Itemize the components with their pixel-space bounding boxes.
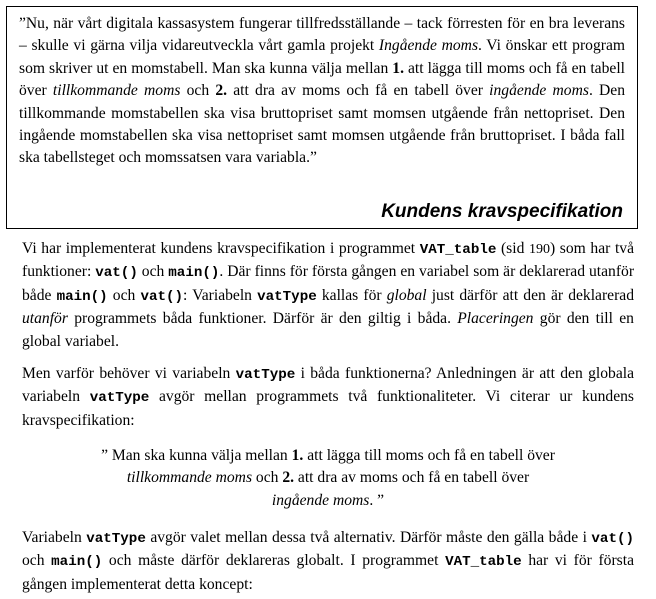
paragraph-3 — [22, 527, 634, 596]
text-run: Vi har implementerat kundens kravspecifikation i programmet — [22, 240, 420, 257]
code-term: vatType — [235, 367, 296, 383]
text-run: avgör valet mellan dessa två alternativ. Därför måste den gälla både i — [145, 529, 592, 546]
code-term: vatType — [89, 390, 150, 407]
code-term: vat() — [591, 531, 634, 547]
text-run: och — [252, 469, 283, 487]
option-number: 2. — [215, 82, 228, 100]
code-term: main() — [168, 265, 220, 282]
text-run: att dra av moms och få en tabell över — [227, 82, 490, 100]
text-run: . ” — [369, 491, 385, 509]
text-run: Men varför behöver vi variabeln — [22, 365, 236, 382]
text-run: kallas för — [316, 286, 387, 304]
text-run: och måste därför deklareras globalt. I programmet — [102, 552, 446, 570]
requirement-box — [6, 6, 638, 229]
code-term: VAT_table — [419, 242, 497, 258]
text-run: ) som har två funktioner: — [22, 240, 635, 281]
quote-block — [100, 445, 556, 512]
code-term: VAT_table — [445, 554, 522, 571]
text-run: och — [107, 286, 141, 304]
text-run: avgör mellan programmets två funktionaliteter. Vi citerar ur kundens kravspecifikation: — [22, 388, 634, 429]
text-run: gör den till en global variabel. — [22, 310, 634, 350]
emphasis: Placeringen — [457, 310, 534, 328]
box-caption: Kundens kravspecifikation — [381, 201, 623, 222]
code-term: vatType — [86, 531, 146, 547]
text-run: ” Man ska kunna välja mellan — [101, 447, 292, 464]
text-run: och — [22, 552, 52, 570]
text-run: programmets båda funktioner. Därför är den giltig i båda. — [67, 310, 458, 328]
code-term: vat() — [140, 288, 184, 305]
option-number: 2. — [282, 469, 295, 487]
text-run: har vi för första gången implementerat detta koncept: — [22, 552, 634, 593]
code-term: main() — [56, 288, 108, 305]
text-run: att lägga till moms och få en tabell över — [19, 59, 625, 100]
emphasis: utanför — [22, 310, 68, 328]
emphasis: tillkommande moms — [126, 469, 253, 487]
text-run: att lägga till moms och få en tabell över — [303, 447, 555, 464]
text-run: . Där finns för första gången en variabel som är deklarerad utanför både — [22, 263, 635, 304]
code-term: vat() — [95, 265, 138, 282]
emphasis: Ingående moms — [378, 37, 479, 55]
code-term: vatType — [257, 288, 317, 305]
code-term: main() — [51, 554, 103, 571]
text-run: Variabeln — [22, 529, 87, 546]
text-run: just därför att den är deklarerad — [426, 286, 634, 304]
emphasis: tillkommande moms — [52, 82, 181, 100]
text-run: att dra av moms och få en tabell över — [294, 469, 530, 487]
emphasis: ingående moms — [489, 82, 589, 100]
text-run: och — [180, 82, 216, 100]
text-run: . Den tillkommande momstabellen ska visa bruttopriset samt momsen utgående från nettopriset. Den ingående momstabellen ska visa nettopriset samt momsen utgående från bruttopriset. I båda fall ska tabellsteget och momssatsen vara variabla.” — [19, 82, 626, 167]
text-run: (sid — [496, 240, 529, 257]
page-number: 190 — [529, 242, 550, 257]
text-run: : Variabeln — [183, 286, 258, 304]
text-run: ”Nu, när vårt digitala kassasystem fungerar tillfredsställande – tack förresten för en bra leverans – skulle vi gärna vilja vidareutveckla vårt gamla projekt — [19, 15, 625, 55]
paragraph-2 — [22, 363, 634, 432]
option-number: 1. — [291, 447, 304, 464]
option-number: 1. — [392, 59, 404, 77]
requirement-text — [19, 13, 625, 170]
emphasis: global — [386, 286, 427, 304]
paragraph-1 — [22, 238, 634, 353]
text-run: och — [137, 263, 169, 281]
emphasis: ingående moms — [271, 491, 370, 509]
text-run: . Vi önskar ett program som skriver ut en momstabell. Man ska kunna välja mellan — [19, 37, 625, 77]
text-run: i båda funktionerna? Anledningen är att den globala variabeln — [22, 365, 634, 406]
